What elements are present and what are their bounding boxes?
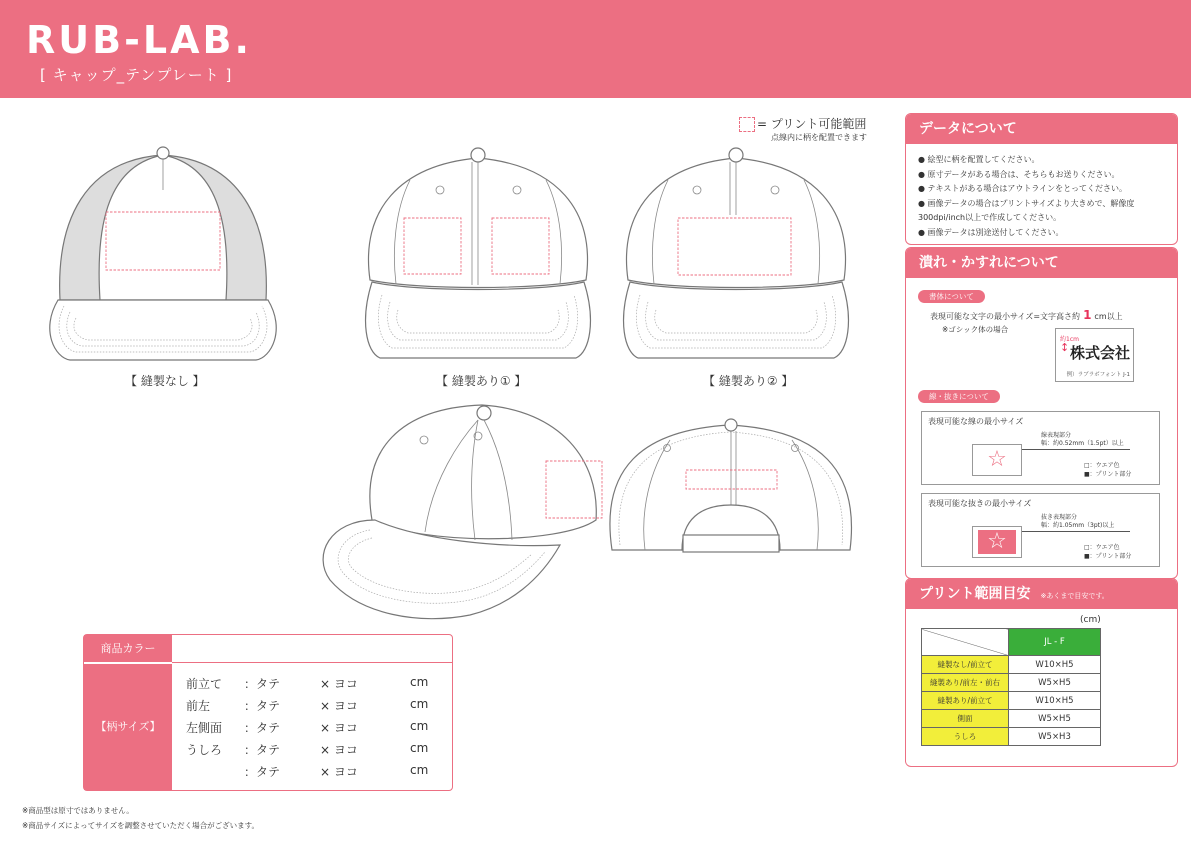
data-bullet: ● テキストがある場合はアウトラインをとってください。: [918, 184, 1127, 193]
page-subtitle: [ キャップ_テンプレート ]: [40, 66, 233, 84]
line-min-desc2: 幅：約0.52mm（1.5pt）以上: [1041, 440, 1124, 447]
row-value: W10×H5: [1009, 692, 1101, 710]
cap-illustrations: [0, 100, 900, 630]
print-range-note: ※あくまで目安です。: [1040, 592, 1109, 600]
font-sample-text: 株式会社: [1070, 344, 1131, 362]
line-min-box: [921, 411, 1160, 485]
font-text-num: 1: [1083, 308, 1092, 322]
pointer-line: [1020, 531, 1130, 532]
size-label: 【柄サイズ】: [84, 664, 172, 790]
size-arrow-icon: ↕: [1060, 341, 1070, 354]
font-sample-credit: 例）ラブラボフォント J-1: [1066, 372, 1130, 378]
size-row-tate: ：タテ: [244, 743, 281, 757]
size-row-yoko: × ヨコ: [320, 743, 358, 757]
cut-legend-wear: □：ウエア色: [1084, 544, 1120, 551]
cut-min-desc2: 幅：約1.05mm（3pt)以上: [1041, 522, 1115, 529]
print-range-title: プリント範囲目安: [919, 586, 1031, 602]
table-row: [922, 674, 1101, 692]
row-label: 側面: [922, 710, 1009, 728]
size-row-name: 前左: [186, 699, 211, 713]
table-row: [922, 692, 1101, 710]
blur-info-panel: [905, 247, 1178, 579]
print-range-panel: [905, 578, 1178, 767]
size-row-unit: cm: [410, 763, 429, 777]
line-min-desc1: 線表現部分: [1041, 432, 1072, 439]
cap-illustration-back: [610, 419, 852, 552]
cap-illustration-seam-2: [624, 148, 849, 358]
size-row-yoko: × ヨコ: [320, 699, 358, 713]
caption-no-seam: 【 縫製なし 】: [125, 374, 205, 388]
star-outline-icon: ☆: [987, 447, 1007, 472]
cut-min-box: [921, 493, 1160, 567]
size-row-name: 前立て: [186, 677, 223, 691]
cut-legend-print: ■：プリント部分: [1084, 553, 1132, 560]
size-row-unit: cm: [410, 719, 429, 733]
cut-star-box: [972, 526, 1022, 558]
font-note: ※ゴシック体の場合: [942, 325, 1009, 334]
size-row-yoko: × ヨコ: [320, 721, 358, 735]
row-value: W5×H3: [1009, 728, 1101, 746]
color-field[interactable]: [172, 635, 452, 663]
data-bullet: 300dpi/inch以上で作成してください。: [918, 213, 1062, 222]
data-bullet: ● 原寸データがある場合は、そちらもお送りください。: [918, 169, 1120, 179]
print-range-title-bar: [906, 579, 1177, 609]
data-bullet: ● 絵型に柄を配置してください。: [918, 155, 1040, 164]
table-row: [922, 710, 1101, 728]
row-value: W5×H5: [1009, 710, 1101, 728]
size-row-tate: ：タテ: [244, 765, 281, 779]
footnote: ※商品型は原寸ではありません。: [22, 806, 134, 815]
cap-illustration-seam-1: [366, 148, 591, 358]
blur-info-title: 潰れ・かすれについて: [906, 248, 1177, 278]
size-row-unit: cm: [410, 741, 429, 755]
table-header-row: [922, 629, 1101, 656]
size-row-yoko: × ヨコ: [320, 677, 358, 691]
font-pill: 書体について: [918, 290, 985, 303]
row-value: W10×H5: [1009, 656, 1101, 674]
cap-illustration-side: [323, 405, 602, 619]
data-bullet: ● 画像データは別途送付してください。: [918, 227, 1064, 237]
cut-min-desc1: 抜き表現部分: [1041, 514, 1078, 521]
line-legend-wear: □：ウエア色: [1084, 462, 1120, 469]
caption-seam-1: 【 縫製あり① 】: [436, 374, 527, 388]
font-text-pre: 表現可能な文字の最小サイズ=文字高さ約: [930, 312, 1081, 321]
footnote: ※商品サイズによってサイズを調整させていただく場合がございます。: [22, 821, 259, 830]
line-legend-print: ■：プリント部分: [1084, 471, 1132, 478]
line-star-box: [972, 444, 1022, 476]
print-range-unit: (cm): [1080, 615, 1101, 625]
caption-seam-2: 【 縫製あり② 】: [703, 374, 794, 388]
data-bullet: ● 画像データの場合はプリントサイズより大きめで、解像度: [918, 198, 1135, 208]
row-label: うしろ: [922, 728, 1009, 746]
legend-label: = プリント可能範囲: [757, 117, 867, 131]
font-text-post: cm以上: [1094, 312, 1123, 321]
size-form-panel: [83, 634, 453, 791]
color-label: 商品カラー: [84, 635, 172, 662]
legend-note: 点線内に柄を配置できます: [771, 133, 867, 142]
size-row-yoko: × ヨコ: [320, 765, 358, 779]
row-label: 縫製あり/前立て: [922, 692, 1009, 710]
size-row-tate: ：タテ: [244, 699, 281, 713]
row-label: 縫製あり/前左・前右: [922, 674, 1009, 692]
cut-min-title: 表現可能な抜きの最小サイズ: [928, 499, 1032, 508]
size-row-name: うしろ: [186, 743, 223, 757]
font-sample-size: 約1cm: [1060, 336, 1079, 343]
table-col-header: JL - F: [1009, 629, 1101, 656]
pointer-line: [1020, 449, 1130, 450]
table-row: [922, 656, 1101, 674]
size-row-unit: cm: [410, 675, 429, 689]
line-min-title: 表現可能な線の最小サイズ: [928, 417, 1024, 426]
font-sample-box: [1055, 328, 1134, 382]
star-cutout-icon: ☆: [987, 529, 1007, 554]
line-pill: 線・抜きについて: [918, 390, 1000, 403]
brand-logo: RUB-LAB.: [26, 18, 252, 62]
size-row-tate: ：タテ: [244, 677, 281, 691]
cap-illustration-no-seam: [50, 147, 276, 360]
row-value: W5×H5: [1009, 674, 1101, 692]
size-row-name: 左側面: [186, 721, 223, 735]
print-range-table: [921, 628, 1101, 746]
size-row-unit: cm: [410, 697, 429, 711]
font-min-size-text: [930, 308, 1123, 322]
data-info-title: データについて: [906, 114, 1177, 144]
row-label: 縫製なし/前立て: [922, 656, 1009, 674]
table-row: [922, 728, 1101, 746]
data-info-panel: [905, 113, 1178, 245]
size-row-tate: ：タテ: [244, 721, 281, 735]
table-corner-cell: [922, 629, 1009, 656]
